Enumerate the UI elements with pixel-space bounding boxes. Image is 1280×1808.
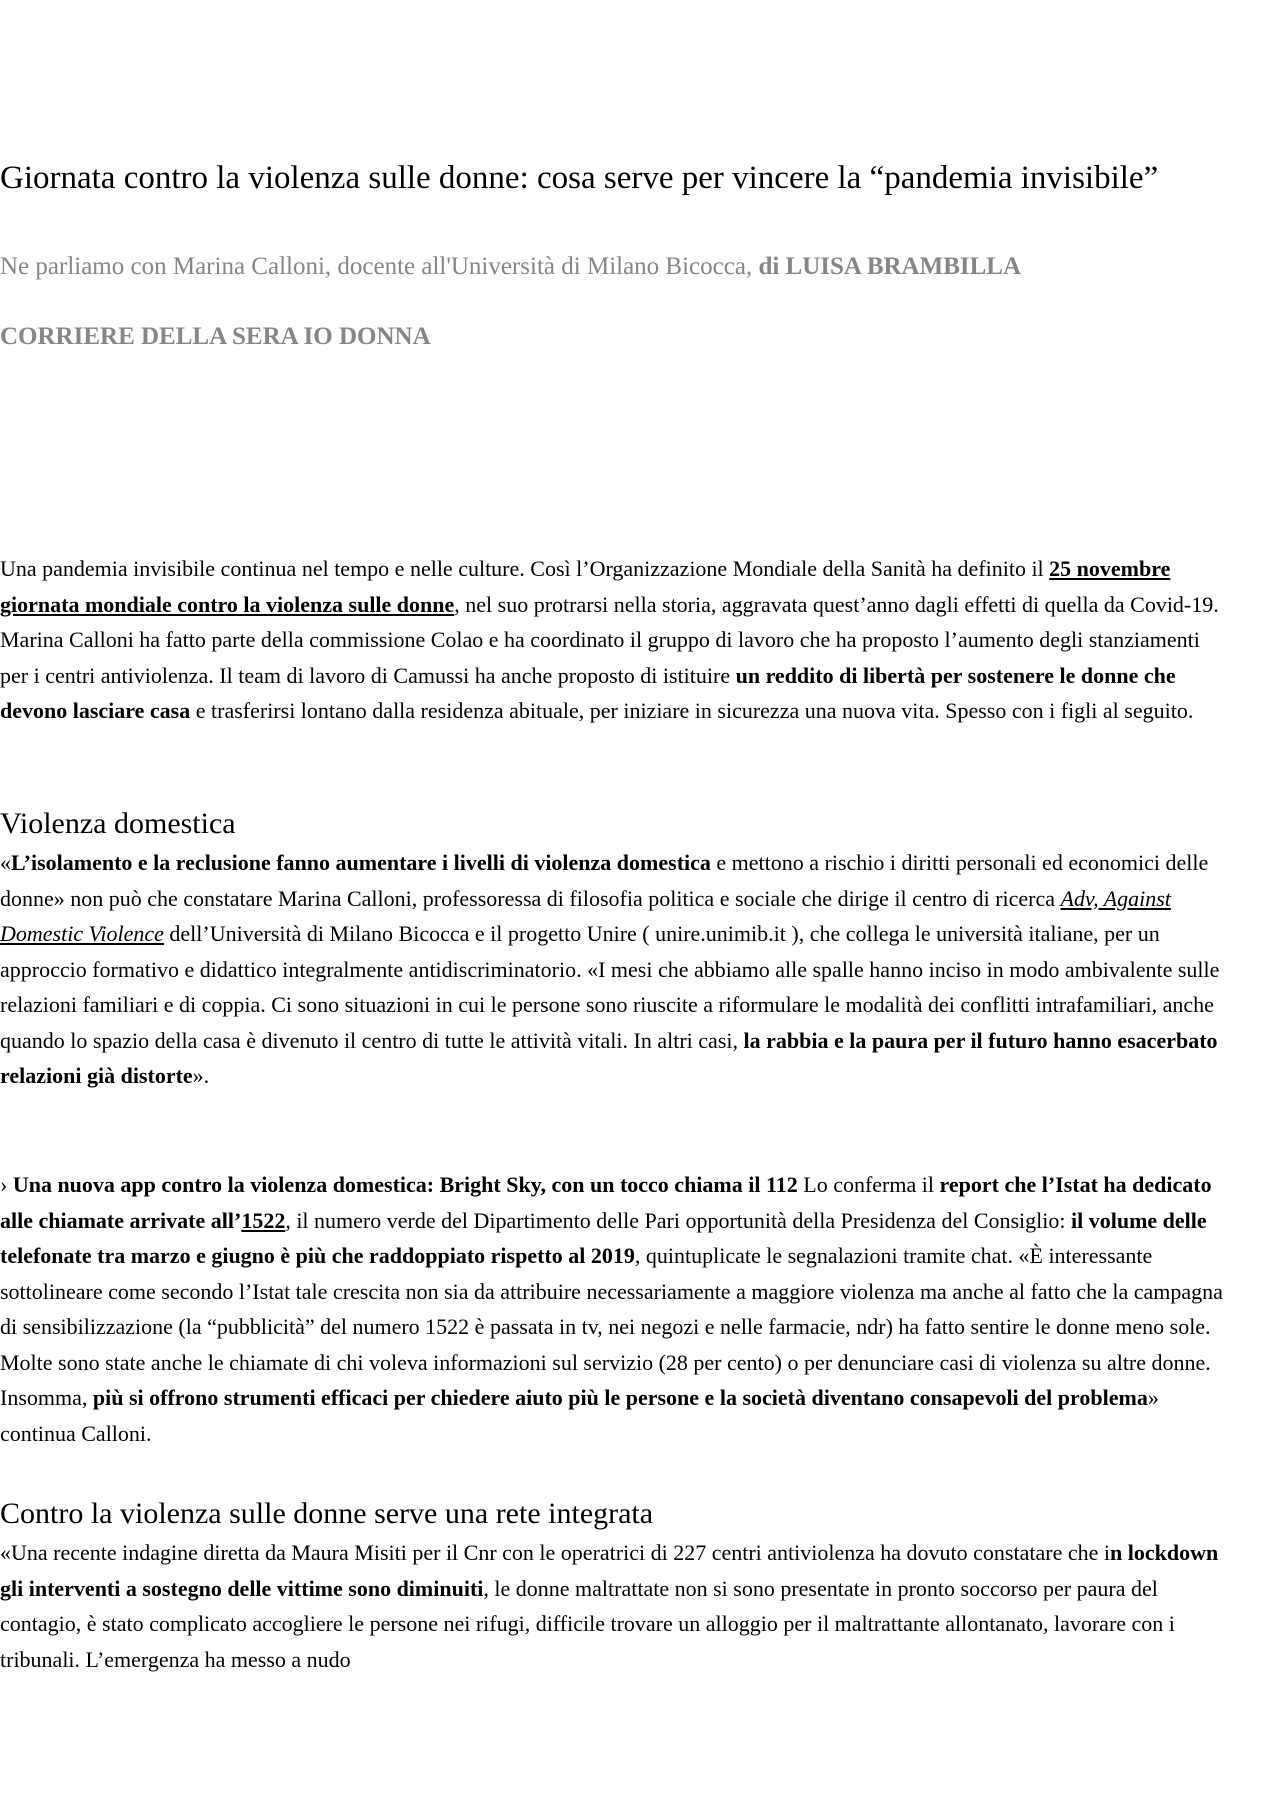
text-segment: ». (192, 1063, 210, 1088)
text-segment: Lo conferma il (797, 1172, 940, 1197)
bold-segment: n lockdown gli interventi a sostegno delle vittime sono diminuiti (0, 1540, 1219, 1601)
bold-segment: più si offrono strumenti efficaci per chiedere aiuto più le persone e la società diventano consapevoli del problema (92, 1385, 1148, 1410)
text-segment: , le donne maltrattate non si sono presentate in pronto soccorso per paura del contagio, è stato complicato accogliere le persone nei rifugi, difficile trovare un alloggio per il maltrattante allontanato, lavorare con i tribunali. L’emergenza ha messo a nudo (0, 1575, 1175, 1672)
text-segment: « (0, 850, 11, 875)
text-segment: e trasferirsi lontano dalla residenza abituale, per iniziare in sicurezza una nuova vita. Spesso con i figli al seguito. (190, 698, 1194, 723)
article-title: Giornata contro la violenza sulle donne: cosa serve per vincere la “pandemia invisibile” (0, 160, 1159, 196)
text-segment: e mettono a rischio i diritti personali ed economici delle donne» non può che constatare Marina Calloni, professoressa di filosofia politica e sociale che dirige il centro di ricerca (0, 850, 1209, 911)
paragraph-bright-sky (0, 1167, 1228, 1451)
paragraph-intro (0, 551, 1228, 729)
bold-segment: la rabbia e la paura per il futuro hanno esacerbato relazioni già distorte (0, 1027, 1218, 1088)
bold-segment: L’isolamento e la reclusione fanno aumentare i livelli di violenza domestica (11, 850, 711, 875)
text-segment: dell’Università di Milano Bicocca e il progetto Unire ( unire.unimib.it ), che collega le università italiane, per un approccio formativo e didattico integralmente antidiscriminatorio. «I mesi che abbiamo alle spalle hanno inciso in modo ambivalente sulle relazioni familiari e di coppia. Ci sono situazioni in cui le persone sono riuscite a riformulare le modalità dei conflitti intrafamiliari, anche quando lo spazio della casa è divenuto il centro di tutte le attività vitali. In altri casi, (0, 921, 1220, 1053)
text-segment: , il numero verde del Dipartimento delle Pari opportunità della Presidenza del Consiglio: (285, 1207, 1072, 1233)
link-25-novembre[interactable]: 25 novembre giornata mondiale contro la violenza sulle donne (0, 556, 1171, 617)
subtitle-text: Ne parliamo con Marina Calloni, docente all'Università di Milano Bicocca, (0, 253, 759, 280)
link-text: Adv, Against Domestic (0, 885, 1171, 946)
paragraph-violenza-domestica (0, 845, 1228, 1094)
link-text: Violence (88, 921, 164, 946)
bold-segment: il volume delle telefonate tra marzo e giugno è più che raddoppiato rispetto al 2019 (0, 1207, 1207, 1268)
byline: di LUISA BRAMBILLA CORRIERE DELLA SERA IO DONNA (0, 253, 1020, 350)
link-violence[interactable] (89, 921, 164, 946)
text-segment: » continua Calloni. (0, 1385, 1159, 1446)
bold-segment: un reddito di libertà per sostenere le donne che devono lasciare casa (0, 662, 1176, 723)
text-segment: › (0, 1172, 13, 1197)
bold-segment: report che l’Istat ha dedicato alle chiamate arrivate all’ (0, 1172, 1212, 1233)
bold-segment: Una nuova app contro la violenza domestica: Bright Sky, con un tocco chiama il 112 (12, 1172, 798, 1197)
text-segment: Marina Calloni ha fatto parte della commissione Colao e ha coordinato il gruppo di lavoro che ha proposto l’aumento degli stanziamenti per i centri antiviolenza. Il team di lavoro di Camussi ha anche proposto di istituire (0, 627, 1200, 688)
article-subtitle (0, 232, 1110, 372)
link-1522[interactable]: 1522 (241, 1207, 286, 1233)
paragraph-rete-integrata (0, 1535, 1228, 1677)
text-segment: , nel suo protrarsi nella storia, aggravata quest’anno dagli effetti di quella da Covid-19. (454, 591, 1219, 617)
text-segment: Una pandemia invisibile continua nel tempo e nelle culture. Così l’Organizzazione Mondiale della Sanità ha definito il (0, 556, 1050, 581)
section-heading-violenza-domestica: Violenza domestica (0, 807, 236, 840)
text-segment: , quintuplicate le segnalazioni tramite chat. «È interessante sottolineare come secondo l’Istat tale crescita non sia da attribuire necessariamente a maggiore violenza ma anche al fatto che la campagna di sensibilizzazione (la “pubblicità” del numero 1522 è passata in tv, nei negozi e nelle farmacie, ndr) ha fatto sentire le donne meno sole. Molte sono state anche le chiamate di chi voleva informazioni sul servizio (28 per cento) o per denunciare casi di violenza su altre donne. Insomma, (0, 1243, 1223, 1410)
text-segment: «Una recente indagine diretta da Maura Misiti per il Cnr con le operatrici di 227 centri antiviolenza ha dovuto constatare che i (0, 1540, 1110, 1565)
section-heading-rete-integrata: Contro la violenza sulle donne serve una rete integrata (0, 1497, 654, 1530)
